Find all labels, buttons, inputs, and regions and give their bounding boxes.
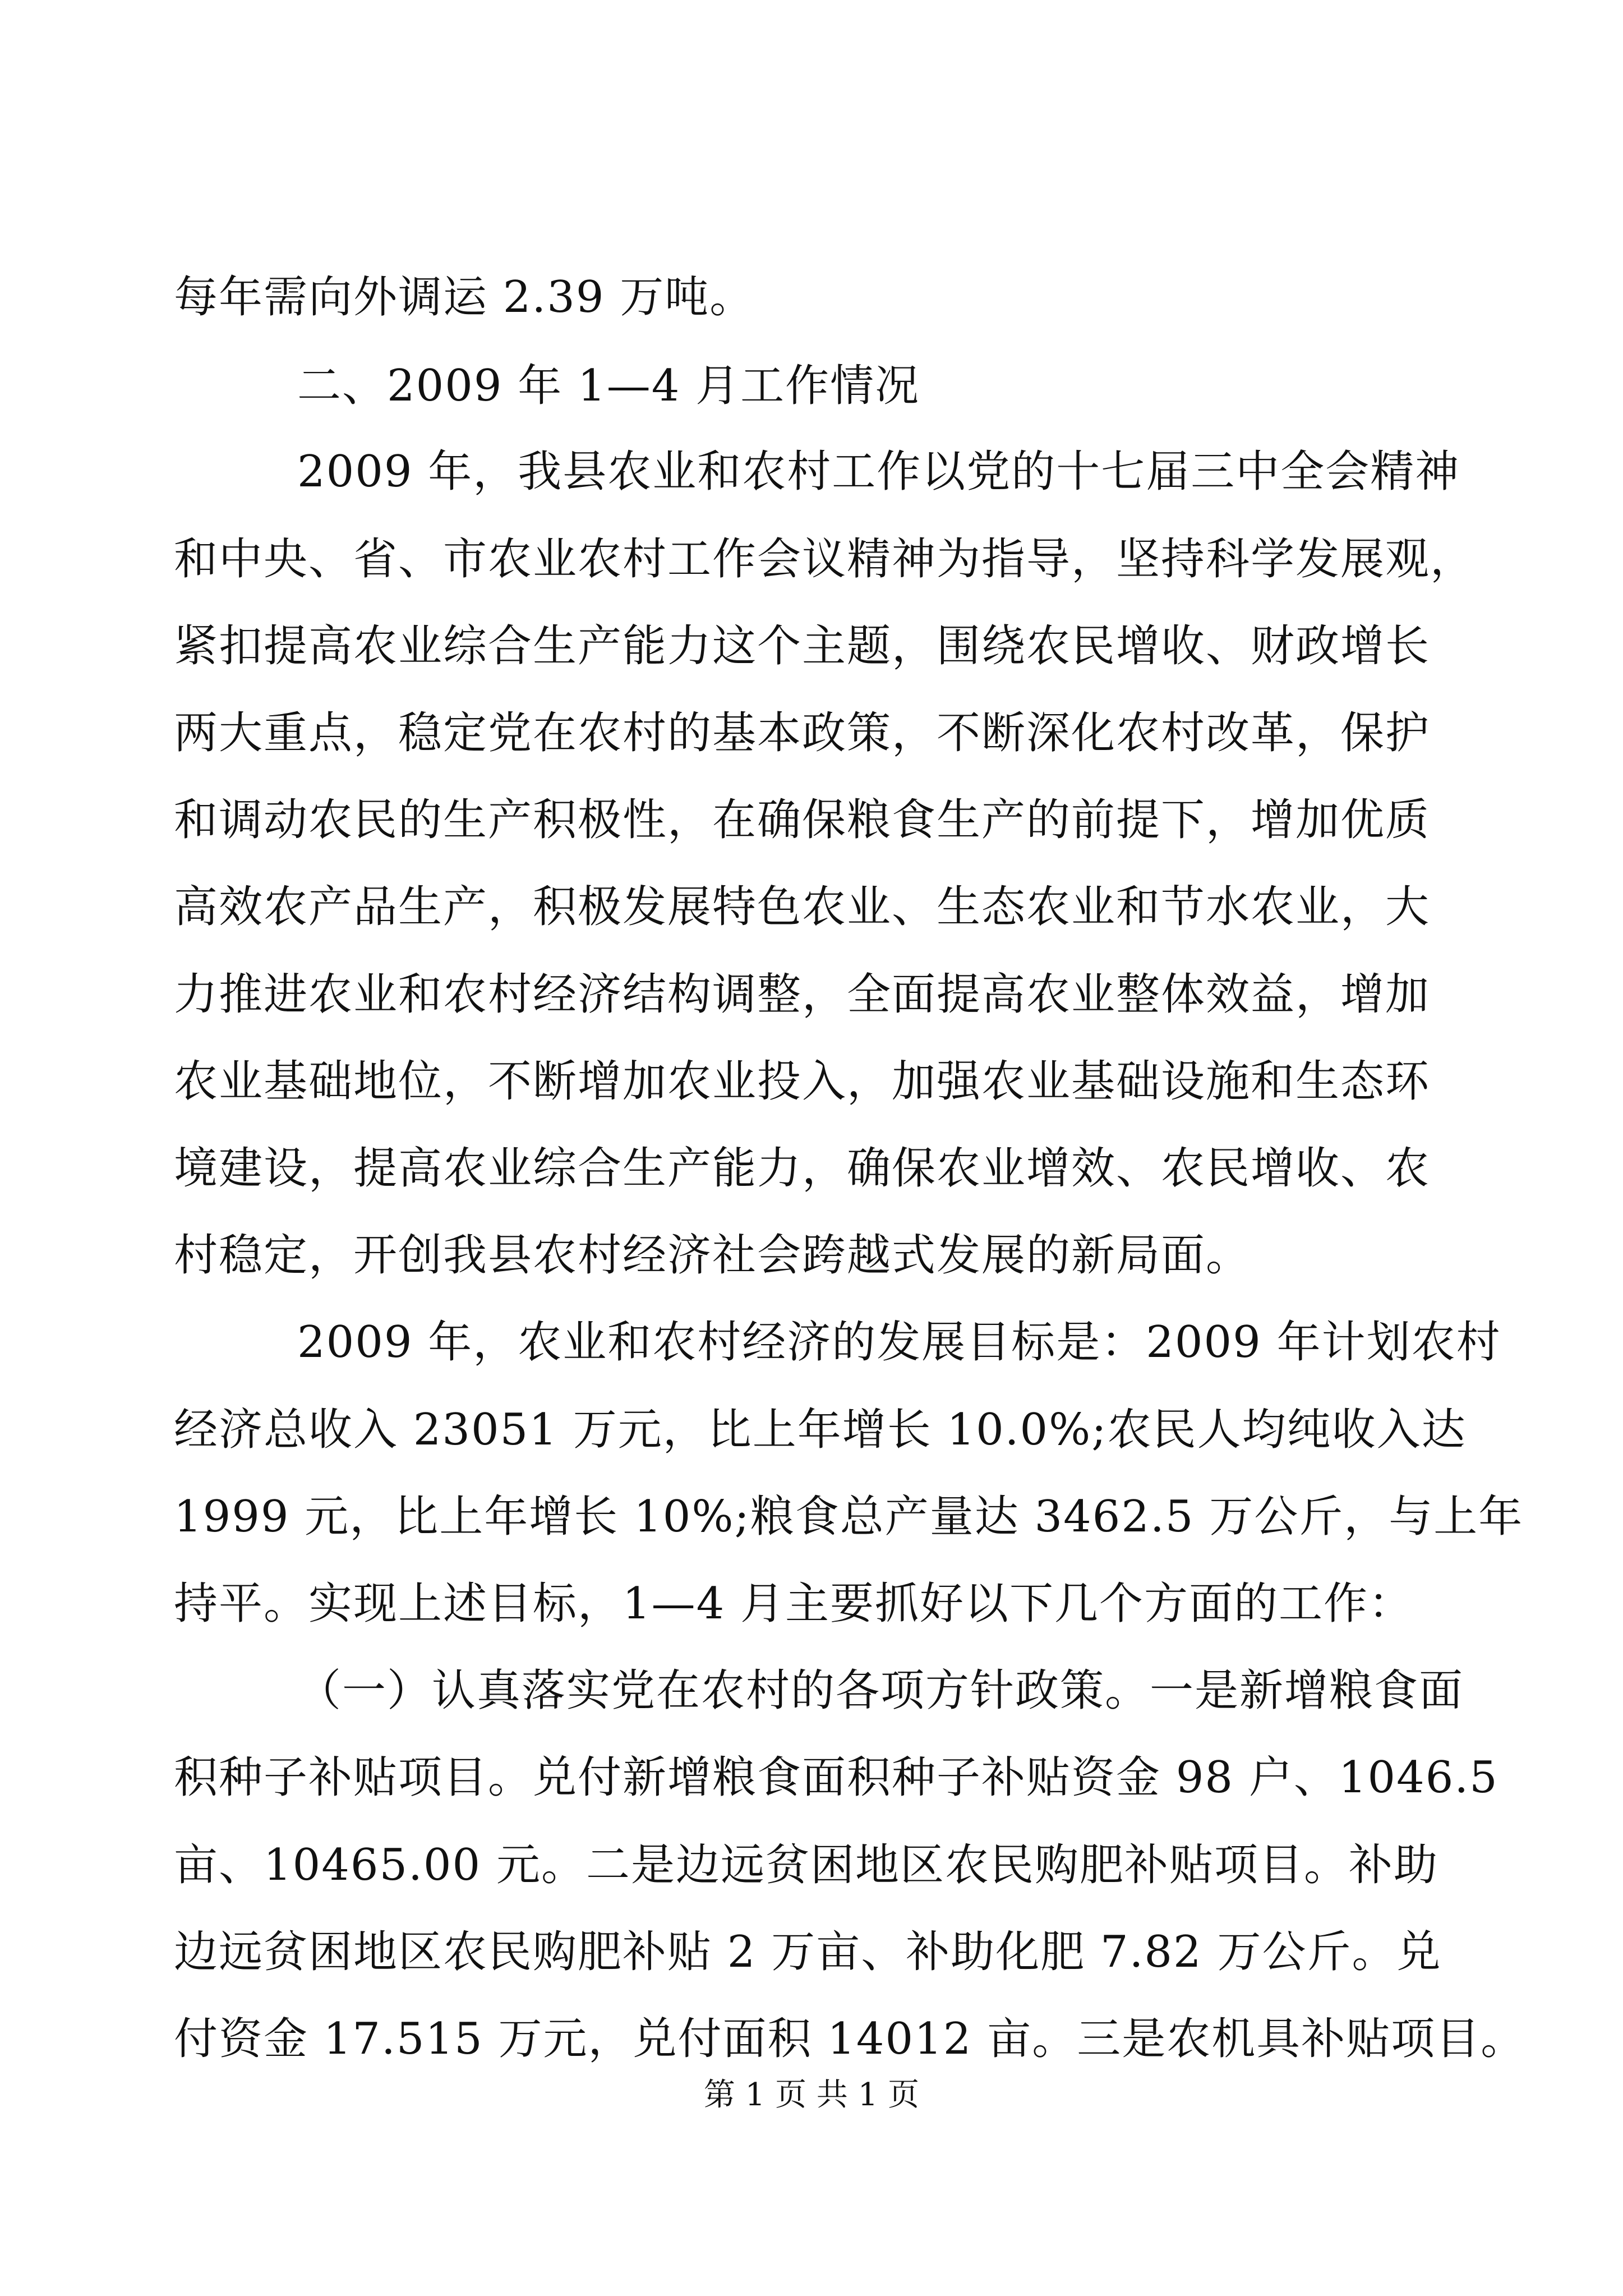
- text-line: （一）认真落实党在农村的各项方针政策。一是新增粮食面: [297, 1665, 1464, 1716]
- text-line: 经济总收入 23051 万元，比上年增长 10.0%;农民人均纯收入达: [174, 1405, 1467, 1455]
- text-line: 1999 元，比上年增长 10%;粮食总产量达 3462.5 万公斤，与上年: [174, 1492, 1524, 1542]
- text-line: 两大重点，稳定党在农村的基本政策，不断深化农村改革，保护: [174, 708, 1431, 758]
- text-line: 付资金 17.515 万元，兑付面积 14012 亩。三是农机具补贴项目。: [174, 2014, 1526, 2064]
- text-line: 高效农产品生产，积极发展特色农业、生态农业和节水农业，大: [174, 882, 1431, 932]
- text-line: 和调动农民的生产积极性，在确保粮食生产的前提下，增加优质: [174, 795, 1431, 845]
- text-line: 农业基础地位，不断增加农业投入，加强农业基础设施和生态环: [174, 1056, 1431, 1107]
- text-line: 和中央、省、市农业农村工作会议精神为指导，坚持科学发展观，: [174, 534, 1476, 585]
- text-line: 边远贫困地区农民购肥补贴 2 万亩、补助化肥 7.82 万公斤。兑: [174, 1927, 1442, 1977]
- text-line: 持平。实现上述目标，1—4 月主要抓好以下几个方面的工作：: [174, 1579, 1414, 1629]
- page-footer: 第 1 页 共 1 页: [703, 2077, 920, 2113]
- text-line: 境建设，提高农业综合生产能力，确保农业增效、农民增收、农: [174, 1143, 1431, 1194]
- text-line: 亩、10465.00 元。二是边远贫困地区农民购肥补贴项目。补助: [174, 1840, 1438, 1890]
- text-line: 积种子补贴项目。兑付新增粮食面积种子补贴资金 98 户、1046.5: [174, 1752, 1498, 1803]
- section-heading: 二、2009 年 1—4 月工作情况: [297, 361, 920, 411]
- text-line: 紧扣提高农业综合生产能力这个主题，围绕农民增收、财政增长: [174, 621, 1431, 671]
- text-line: 力推进农业和农村经济结构调整，全面提高农业整体效益，增加: [174, 969, 1431, 1020]
- text-line: 每年需向外调运 2.39 万吨。: [174, 272, 755, 323]
- text-line: 村稳定，开创我县农村经济社会跨越式发展的新局面。: [174, 1230, 1251, 1281]
- text-line: 2009 年，农业和农村经济的发展目标是：2009 年计划农村: [297, 1317, 1501, 1368]
- text-line: 2009 年，我县农业和农村工作以党的十七届三中全会精神: [297, 447, 1460, 497]
